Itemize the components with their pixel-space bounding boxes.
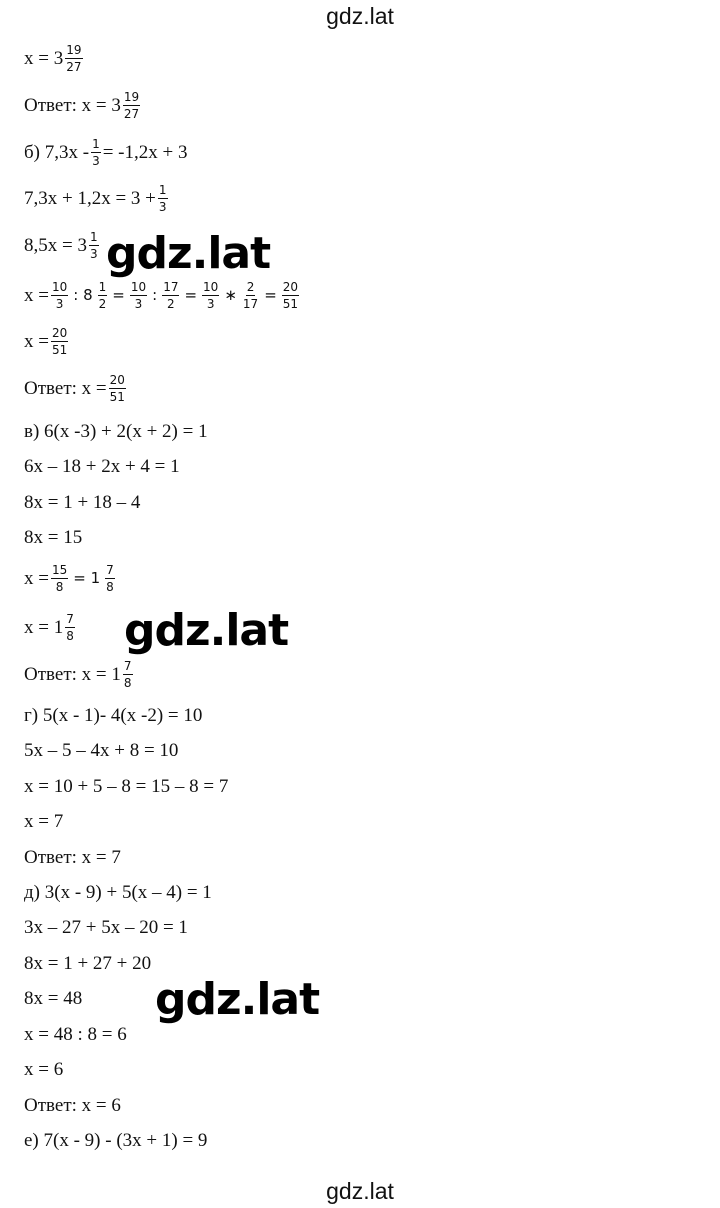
solution-line	[24, 609, 77, 645]
numerator: 1	[158, 182, 167, 197]
operator: :	[152, 285, 158, 304]
numerator: 1	[89, 229, 98, 244]
numerator: 20	[51, 325, 68, 340]
denominator: 3	[134, 296, 143, 311]
operator: =	[264, 285, 277, 304]
fraction	[98, 281, 108, 310]
solution-line: е) 7(x - 9) - (3x + 1) = 9	[24, 1129, 208, 1151]
line-text: x =	[24, 284, 49, 306]
fraction	[65, 44, 82, 73]
solution-line	[24, 560, 117, 596]
solution-line	[24, 180, 170, 216]
denominator: 51	[109, 389, 125, 404]
solution-line: 3x – 27 + 5x – 20 = 1	[24, 916, 188, 938]
numerator: 10	[51, 279, 68, 294]
operator: = 1	[73, 568, 101, 587]
operator: : 8	[73, 285, 93, 304]
answer-line: Ответ: x = 6	[24, 1094, 121, 1116]
solution-line: 8x = 1 + 27 + 20	[24, 952, 152, 974]
solution-line	[24, 323, 70, 359]
site-header: gdz.lat	[326, 3, 394, 29]
fraction	[51, 564, 68, 593]
solution-line: д) 3(x - 9) + 5(x – 4) = 1	[24, 881, 212, 903]
line-text: Ответ: x = 3	[24, 94, 121, 116]
numerator: 10	[203, 279, 219, 294]
solution-line: x = 48 : 8 = 6	[24, 1023, 127, 1045]
numerator: 10	[130, 279, 147, 294]
numerator: 1	[98, 279, 107, 294]
line-text: x =	[24, 567, 49, 589]
fraction	[162, 281, 179, 310]
numerator: 7	[106, 562, 114, 577]
solution-line	[24, 134, 187, 170]
line-text: 8,5x = 3	[24, 234, 87, 256]
fraction	[89, 231, 99, 260]
numerator: 19	[123, 89, 140, 104]
line-text: б) 7,3x -	[24, 141, 90, 163]
denominator: 3	[206, 296, 215, 311]
solution-line: г) 5(x - 1)- 4(x -2) = 10	[24, 704, 203, 726]
fraction	[51, 281, 68, 310]
numerator: 20	[109, 372, 125, 387]
fraction	[105, 564, 115, 593]
operator: =	[184, 285, 198, 304]
line-text: x = 3	[24, 47, 64, 69]
numerator: 7	[66, 611, 74, 626]
denominator: 51	[51, 342, 68, 357]
numerator: 7	[123, 658, 132, 673]
line-text: x =	[24, 330, 49, 352]
denominator: 17	[242, 296, 259, 311]
denominator: 51	[282, 296, 299, 311]
answer-line	[24, 370, 128, 406]
solution-line: 8x = 15	[24, 526, 83, 548]
numerator: 1	[92, 136, 100, 151]
watermark: gdz.lat	[155, 974, 320, 1025]
numerator: 15	[51, 562, 68, 577]
denominator: 3	[89, 246, 98, 261]
line-text: = -1,2x + 3	[102, 141, 188, 163]
fraction	[91, 138, 101, 167]
denominator: 8	[123, 675, 132, 690]
site-footer: gdz.lat	[326, 1178, 394, 1204]
denominator: 8	[106, 579, 114, 594]
fraction	[282, 281, 299, 310]
numerator: 17	[163, 279, 179, 294]
solution-line: 6x – 18 + 2x + 4 = 1	[24, 455, 180, 477]
numerator: 2	[246, 279, 255, 294]
fraction	[202, 281, 219, 310]
fraction	[51, 327, 68, 356]
line-text: Ответ: x = 1	[24, 663, 121, 685]
solution-line: x = 7	[24, 810, 64, 832]
denominator: 2	[98, 296, 107, 311]
solution-line	[24, 40, 85, 76]
solution-line	[24, 277, 301, 313]
denominator: 3	[158, 199, 167, 214]
fraction	[109, 374, 126, 403]
solution-line: в) 6(x -3) + 2(x + 2) = 1	[24, 420, 208, 442]
fraction	[242, 281, 259, 310]
solution-line: 8x = 48	[24, 987, 83, 1009]
line-text: 7,3x + 1,2x = 3 +	[24, 187, 156, 209]
line-text: Ответ: x =	[24, 377, 107, 399]
denominator: 27	[66, 59, 82, 74]
denominator: 3	[55, 296, 64, 311]
numerator: 19	[66, 42, 82, 57]
operator: =	[112, 285, 125, 304]
answer-line	[24, 656, 135, 692]
operator: ∗	[224, 285, 237, 304]
denominator: 8	[55, 579, 64, 594]
answer-line	[24, 87, 142, 123]
numerator: 20	[282, 279, 299, 294]
solution-line: x = 10 + 5 – 8 = 15 – 8 = 7	[24, 775, 229, 797]
solution-line: x = 6	[24, 1058, 64, 1080]
denominator: 8	[66, 628, 74, 643]
denominator: 2	[167, 296, 175, 311]
fraction	[123, 91, 140, 120]
solution-line: 8x = 1 + 18 – 4	[24, 491, 141, 513]
answer-line: Ответ: x = 7	[24, 846, 121, 868]
solution-line	[24, 227, 101, 263]
denominator: 27	[123, 106, 140, 121]
fraction	[123, 660, 133, 689]
watermark: gdz.lat	[124, 605, 289, 656]
fraction	[130, 281, 147, 310]
fraction	[65, 613, 75, 642]
fraction	[158, 184, 168, 213]
watermark: gdz.lat	[106, 228, 271, 279]
solution-line: 5x – 5 – 4x + 8 = 10	[24, 739, 179, 761]
denominator: 3	[92, 153, 100, 168]
line-text: x = 1	[24, 616, 64, 638]
